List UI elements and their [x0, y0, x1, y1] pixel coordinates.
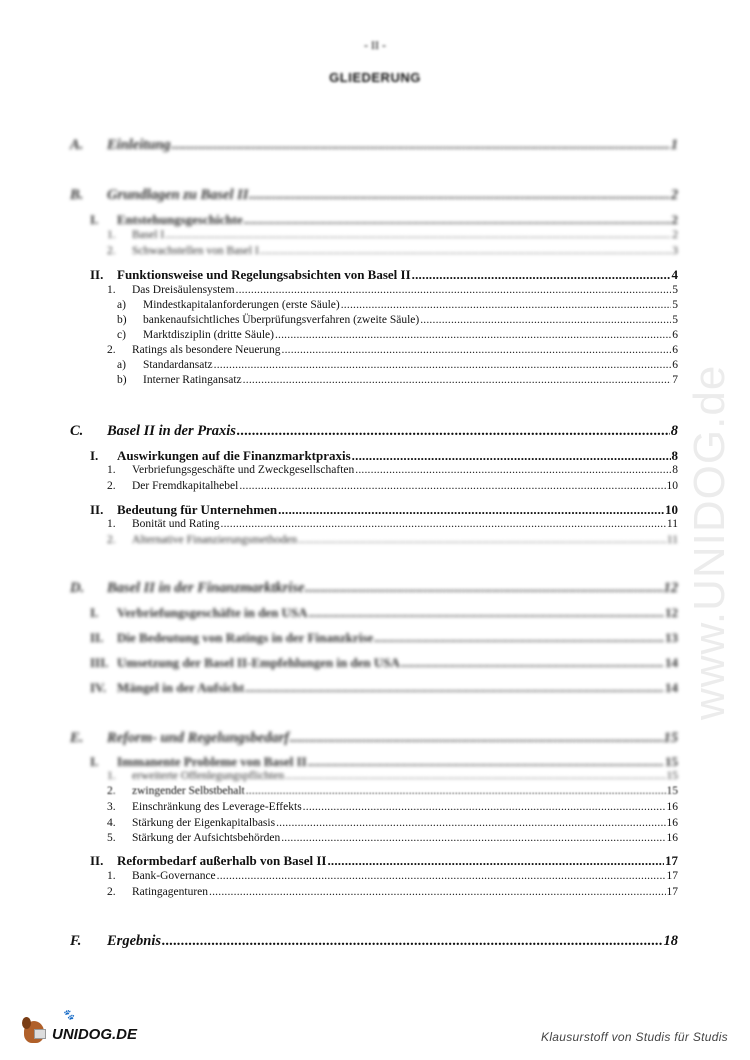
- toc-entry-number: III.: [90, 655, 109, 670]
- dot-leader: [221, 518, 666, 530]
- dot-leader: [236, 284, 672, 296]
- toc-entry-page: 11: [666, 518, 678, 530]
- toc-entry[interactable]: [117, 374, 678, 386]
- toc-entry[interactable]: [70, 730, 678, 747]
- toc-entry[interactable]: [117, 359, 678, 371]
- dot-leader: [165, 229, 671, 241]
- toc-entry[interactable]: [90, 630, 678, 646]
- toc-entry[interactable]: [90, 267, 678, 283]
- toc-entry-page: 17: [665, 853, 678, 868]
- toc-entry[interactable]: [107, 785, 678, 797]
- toc-entry-title: bankenaufsichtliches Überprüfungsverfahren (zweite Säule): [143, 314, 420, 326]
- toc-entry-page: 15: [666, 770, 678, 782]
- dot-leader: [245, 680, 664, 696]
- toc-entry-title: Grundlagen zu Basel II: [107, 187, 249, 203]
- toc-entry-title: Verbriefungsgeschäfte und Zweckgesellschaften: [132, 464, 355, 476]
- toc-entry-title: Ergebnis: [107, 933, 161, 949]
- dot-leader: [401, 655, 664, 671]
- toc-entry[interactable]: [90, 754, 678, 770]
- toc-entry-title: Schwachstellen von Basel I: [132, 245, 259, 257]
- toc-entry-number: IV.: [90, 680, 107, 695]
- dot-leader: [420, 314, 671, 326]
- toc-entry-page: 2: [672, 229, 678, 241]
- toc-entry-page: 18: [663, 933, 678, 949]
- toc-entry[interactable]: [117, 299, 678, 311]
- logo-text: UNIDOG.DE: [52, 1026, 138, 1043]
- dot-leader: [244, 212, 671, 228]
- toc-entry-number: 2.: [107, 245, 116, 257]
- toc-entry-number: c): [117, 329, 126, 341]
- toc-entry-page: 12: [663, 580, 678, 596]
- dot-leader: [243, 374, 672, 386]
- toc-entry[interactable]: [90, 853, 678, 869]
- toc-entry-number: 1.: [107, 518, 116, 530]
- toc-entry-title: Auswirkungen auf die Finanzmarktpraxis: [117, 448, 351, 463]
- toc-entry-number: 2.: [107, 534, 116, 546]
- toc-entry-page: 2: [671, 212, 678, 227]
- dot-leader: [303, 801, 666, 813]
- toc-entry-page: 14: [665, 680, 678, 695]
- toc-entry-number: I.: [90, 448, 99, 463]
- toc-entry[interactable]: [107, 464, 678, 476]
- dot-leader: [412, 267, 671, 283]
- dot-leader: [239, 480, 665, 492]
- toc-entry[interactable]: [107, 817, 678, 829]
- toc-entry[interactable]: [70, 137, 678, 154]
- toc-entry-title: Der Fremdkapitalhebel: [132, 480, 239, 492]
- toc-entry-page: 17: [666, 886, 678, 898]
- dot-leader: [298, 534, 666, 546]
- dot-leader: [246, 785, 666, 797]
- toc-entry[interactable]: [107, 770, 678, 782]
- paw-icon: 🐾: [62, 1010, 75, 1021]
- toc-entry-page: 10: [665, 502, 678, 517]
- toc-entry-number: 1.: [107, 284, 116, 296]
- toc-entry-title: Mängel in der Aufsicht: [117, 680, 245, 695]
- toc-entry-title: Alternative Finanzierungsmethoden: [132, 534, 298, 546]
- toc-entry-number: a): [117, 359, 126, 371]
- dot-leader: [260, 245, 671, 257]
- toc-entry-page: 6: [672, 359, 678, 371]
- toc-entry-number: 2.: [107, 480, 116, 492]
- dot-leader: [290, 730, 662, 747]
- toc-entry-number: I.: [90, 605, 99, 620]
- toc-entry-number: 1.: [107, 464, 116, 476]
- toc-entry-title: erweiterte Offenlegungspflichten: [132, 770, 285, 782]
- dot-leader: [327, 853, 664, 869]
- toc-entry-page: 6: [672, 329, 678, 341]
- toc-entry[interactable]: [90, 680, 678, 696]
- toc-entry-title: Marktdisziplin (dritte Säule): [143, 329, 274, 341]
- toc-entry[interactable]: [90, 605, 678, 621]
- dot-leader: [308, 754, 664, 770]
- toc-entry[interactable]: [70, 933, 678, 950]
- dot-leader: [285, 770, 665, 782]
- toc-entry-page: 8: [671, 448, 678, 463]
- toc-entry[interactable]: [90, 448, 678, 464]
- dot-leader: [341, 299, 672, 311]
- toc-entry-page: 5: [672, 284, 678, 296]
- toc-entry-title: Basel II in der Finanzmarktkrise: [107, 580, 305, 596]
- toc-entry-number: 2.: [107, 886, 116, 898]
- toc-entry-page: 1: [670, 137, 678, 153]
- toc-entry[interactable]: [107, 518, 678, 530]
- toc-entry-number: D.: [70, 580, 85, 596]
- toc-entry-number: II.: [90, 853, 104, 868]
- toc-entry-page: 15: [663, 730, 678, 746]
- toc-entry-number: b): [117, 374, 127, 386]
- watermark: www.UNIDOG.de: [685, 364, 734, 720]
- toc-entry[interactable]: [107, 284, 678, 296]
- toc-entry-title: Standardansatz: [143, 359, 213, 371]
- toc-entry-title: Basel II in der Praxis: [107, 423, 236, 439]
- toc-entry-page: 2: [670, 187, 678, 203]
- toc-entry-title: Bedeutung für Unternehmen: [117, 502, 278, 517]
- toc-entry-number: 3.: [107, 801, 116, 813]
- dot-leader: [305, 580, 662, 597]
- toc-entry-title: Reformbedarf außerhalb von Basel II: [117, 853, 327, 868]
- toc-entry[interactable]: [117, 314, 678, 326]
- dot-leader: [282, 344, 672, 356]
- toc-entry-number: C.: [70, 423, 84, 439]
- toc-entry-title: Das Dreisäulensystem: [132, 284, 235, 296]
- toc-entry-title: Mindestkapitalanforderungen (erste Säule): [143, 299, 340, 311]
- toc-entry-page: 17: [666, 870, 678, 882]
- toc-entry-page: 7: [672, 374, 678, 386]
- toc-entry-title: Entstehungsgeschichte: [117, 212, 243, 227]
- toc-entry[interactable]: [70, 423, 678, 440]
- toc-entry-number: II.: [90, 630, 104, 645]
- toc-entry-page: 13: [665, 630, 678, 645]
- toc-entry-title: Einleitung: [107, 137, 171, 153]
- toc-entry-title: Reform- und Regelungsbedarf: [107, 730, 290, 746]
- toc-entry-title: Immanente Probleme von Basel II: [117, 754, 307, 769]
- dot-leader: [214, 359, 672, 371]
- toc-entry-title: Bonität und Rating: [132, 518, 220, 530]
- toc-entry-page: 12: [665, 605, 678, 620]
- toc-entry-page: 15: [665, 754, 678, 769]
- toc-entry-title: Ratingagenturen: [132, 886, 209, 898]
- toc-entry[interactable]: [107, 344, 678, 356]
- toc-entry-title: Basel I: [132, 229, 165, 241]
- toc-entry[interactable]: [117, 329, 678, 341]
- toc-entry[interactable]: [90, 502, 678, 518]
- toc-entry-title: Bank-Governance: [132, 870, 216, 882]
- toc-entry-number: 4.: [107, 817, 116, 829]
- dot-leader: [355, 464, 671, 476]
- toc-entry[interactable]: [107, 870, 678, 882]
- dot-leader: [309, 605, 664, 621]
- toc-entry-number: A.: [70, 137, 84, 153]
- dot-leader: [352, 448, 671, 464]
- toc-entry-page: 8: [670, 423, 678, 439]
- toc-entry-number: 2.: [107, 785, 116, 797]
- toc-entry[interactable]: [107, 229, 678, 241]
- toc-entry-title: Ratings als besondere Neuerung: [132, 344, 281, 356]
- toc-entry[interactable]: [107, 245, 678, 257]
- toc-entry-page: 16: [666, 801, 678, 813]
- dot-leader: [209, 886, 665, 898]
- dot-leader: [275, 329, 671, 341]
- toc-entry-number: II.: [90, 267, 104, 282]
- toc-entry-number: E.: [70, 730, 84, 746]
- toc-entry[interactable]: [107, 534, 678, 546]
- toc-entry-number: a): [117, 299, 126, 311]
- page-number: - II -: [364, 38, 386, 52]
- toc-entry-title: Stärkung der Eigenkapitalbasis: [132, 817, 276, 829]
- toc-entry-page: 6: [672, 344, 678, 356]
- dot-leader: [281, 832, 665, 844]
- toc-entry-page: 14: [665, 655, 678, 670]
- toc-entry-page: 8: [672, 464, 678, 476]
- toc-entry-number: I.: [90, 212, 99, 227]
- toc-entry-number: II.: [90, 502, 104, 517]
- toc-entry-title: Umsetzung der Basel II-Empfehlungen in den USA: [117, 655, 400, 670]
- dog-icon: [22, 1015, 48, 1045]
- toc-entry-page: 15: [666, 785, 678, 797]
- toc-entry[interactable]: [90, 212, 678, 228]
- toc-entry-number: I.: [90, 754, 99, 769]
- toc-entry[interactable]: [107, 801, 678, 813]
- dot-leader: [217, 870, 666, 882]
- toc-entry-number: 1.: [107, 229, 116, 241]
- dot-leader: [374, 630, 664, 646]
- toc-entry-title: Einschränkung des Leverage-Effekts: [132, 801, 302, 813]
- toc-entry[interactable]: [70, 580, 678, 597]
- toc-entry-page: 4: [671, 267, 678, 282]
- dot-leader: [162, 933, 663, 950]
- toc-entry-title: Verbriefungsgeschäfte in den USA: [117, 605, 308, 620]
- toc-entry[interactable]: [107, 480, 678, 492]
- toc-entry[interactable]: [90, 655, 678, 671]
- dot-leader: [172, 137, 670, 154]
- toc-entry-title: Funktionsweise und Regelungsabsichten von Basel II: [117, 267, 411, 282]
- dot-leader: [237, 423, 670, 440]
- toc-entry-number: b): [117, 314, 127, 326]
- toc-entry[interactable]: [107, 832, 678, 844]
- toc-entry-title: zwingender Selbstbehalt: [132, 785, 245, 797]
- toc-entry[interactable]: [70, 187, 678, 204]
- toc-entry-page: 10: [666, 480, 678, 492]
- toc-entry-page: 16: [666, 817, 678, 829]
- toc-entry-title: Stärkung der Aufsichtsbehörden: [132, 832, 281, 844]
- toc-entry-page: 16: [666, 832, 678, 844]
- toc-entry[interactable]: [107, 886, 678, 898]
- toc-entry-number: 2.: [107, 344, 116, 356]
- toc-entry-title: Interner Ratingansatz: [143, 374, 242, 386]
- toc-entry-number: F.: [70, 933, 82, 949]
- dot-leader: [249, 187, 669, 204]
- unidog-logo: [22, 1010, 138, 1045]
- toc-entry-number: 1.: [107, 770, 116, 782]
- toc-entry-page: 3: [672, 245, 678, 257]
- toc-entry-number: 5.: [107, 832, 116, 844]
- toc-entry-number: 1.: [107, 870, 116, 882]
- dot-leader: [276, 817, 665, 829]
- toc-entry-title: Die Bedeutung von Ratings in der Finanzkrise: [117, 630, 374, 645]
- toc-entry-page: 5: [672, 314, 678, 326]
- toc-entry-number: B.: [70, 187, 84, 203]
- toc-entry-page: 5: [672, 299, 678, 311]
- dot-leader: [278, 502, 664, 518]
- toc-entry-page: 11: [666, 534, 678, 546]
- footer-slogan: Klausurstoff von Studis für Studis: [541, 1030, 728, 1044]
- page-title: GLIEDERUNG: [329, 70, 421, 85]
